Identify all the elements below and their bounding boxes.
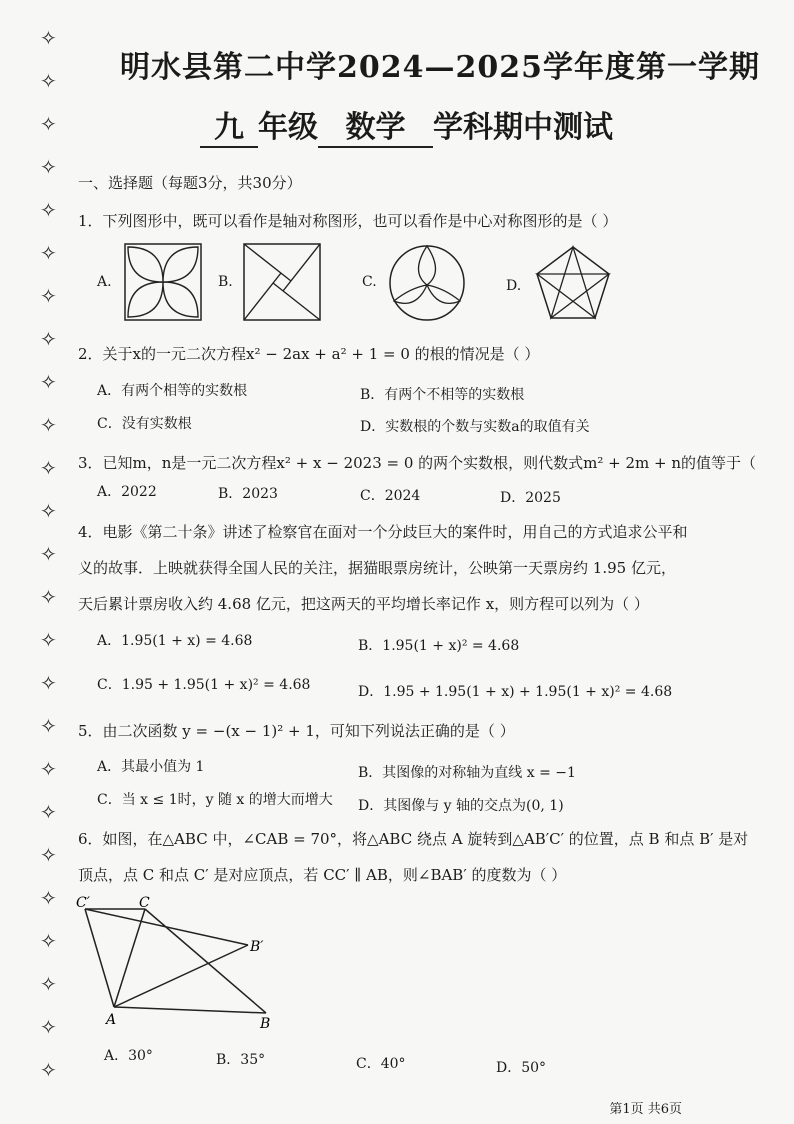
exam-subtitle <box>200 102 680 148</box>
label-b-prime: B′ <box>250 939 264 955</box>
q6-option-c: C．40° <box>356 1056 406 1072</box>
margin-mark: ✧ <box>40 542 57 566</box>
margin-mark: ✧ <box>40 370 57 394</box>
q3-option-d: D．2025 <box>500 490 561 506</box>
q4-line3: 天后累计票房收入约 4.68 亿元，把这两天的平均增长率记作 x，则方程可以列为（ ） <box>78 595 649 613</box>
q4-option-b: B．1.95(1 + x)² = 4.68 <box>358 638 520 654</box>
q1-label-c: C. <box>362 274 377 290</box>
margin-mark: ✧ <box>40 800 57 824</box>
q4-line1: 4．电影《第二十条》讲述了检察官在面对一个分歧巨大的案件时，用自己的方式追求公平和 <box>78 523 688 541</box>
subject-field: 数学 <box>318 102 433 148</box>
margin-mark: ✧ <box>40 112 57 136</box>
q2-option-b: B．有两个不相等的实数根 <box>360 387 525 403</box>
q2-option-c: C．没有实数根 <box>97 416 192 432</box>
q5-stem: 5．由二次函数 y = −(x − 1)² + 1，可知下列说法正确的是（ ） <box>78 722 515 740</box>
q3-option-c: C．2024 <box>360 488 421 504</box>
q4-option-a: A．1.95(1 + x) = 4.68 <box>97 633 253 649</box>
label-b: B <box>260 1016 271 1032</box>
grade-field: 九 <box>200 102 258 148</box>
margin-mark: ✧ <box>40 241 57 265</box>
q1-figure-b <box>243 243 321 321</box>
margin-mark: ✧ <box>40 757 57 781</box>
label-a: A <box>106 1012 117 1028</box>
q6-option-d: D．50° <box>496 1060 547 1076</box>
section-heading: 一、选择题（每题3分，共30分） <box>78 174 302 192</box>
q6-option-b: B．35° <box>216 1052 266 1068</box>
margin-mark: ✧ <box>40 1058 57 1082</box>
q5-option-a: A．其最小值为 1 <box>97 759 205 775</box>
margin-mark: ✧ <box>40 714 57 738</box>
q2-option-a: A．有两个相等的实数根 <box>97 383 248 399</box>
q1-label-b: B. <box>218 274 233 290</box>
margin-mark: ✧ <box>40 843 57 867</box>
label-c-prime: C′ <box>76 895 90 911</box>
q6-option-a: A．30° <box>104 1048 153 1064</box>
q1-figure-d <box>534 244 612 322</box>
margin-mark: ✧ <box>40 585 57 609</box>
q1-figure-c <box>388 244 466 322</box>
title-tail: 学科期中测试 <box>433 110 613 145</box>
margin-mark: ✧ <box>40 26 57 50</box>
margin-mark: ✧ <box>40 972 57 996</box>
margin-mark: ✧ <box>40 198 57 222</box>
margin-mark: ✧ <box>40 327 57 351</box>
q1-figure-a <box>124 243 202 321</box>
margin-mark: ✧ <box>40 886 57 910</box>
q3-option-b: B．2023 <box>218 486 278 502</box>
label-c: C <box>139 895 150 911</box>
exam-title: 明水县第二中学2024—2025学年度第一学期 <box>120 50 760 85</box>
q3-option-a: A．2022 <box>97 484 157 500</box>
q1-label-d: D. <box>506 278 522 294</box>
q1-stem: 1．下列图形中，既可以看作是轴对称图形，也可以看作是中心对称图形的是（ ） <box>78 212 618 230</box>
q4-option-c: C．1.95 + 1.95(1 + x)² = 4.68 <box>97 677 311 693</box>
margin-mark: ✧ <box>40 155 57 179</box>
margin-mark: ✧ <box>40 456 57 480</box>
q4-option-d: D．1.95 + 1.95(1 + x) + 1.95(1 + x)² = 4.68 <box>358 684 673 700</box>
grade-suffix: 年级 <box>258 110 318 145</box>
q2-stem: 2．关于x的一元二次方程x² − 2ax + a² + 1 = 0 的根的情况是（ ） <box>78 345 540 363</box>
q3-stem: 3．已知m，n是一元二次方程x² + x − 2023 = 0 的两个实数根，则代数式m² + 2m + n的值等于（ <box>78 454 757 472</box>
margin-mark: ✧ <box>40 284 57 308</box>
q1-label-a: A. <box>97 274 112 290</box>
q5-option-d: D．其图像与 y 轴的交点为(0, 1) <box>358 798 564 814</box>
margin-mark: ✧ <box>40 69 57 93</box>
margin-mark: ✧ <box>40 628 57 652</box>
margin-mark: ✧ <box>40 1015 57 1039</box>
q5-option-c: C．当 x ≤ 1时，y 随 x 的增大而增大 <box>97 792 333 808</box>
margin-mark: ✧ <box>40 929 57 953</box>
margin-mark: ✧ <box>40 499 57 523</box>
q4-line2: 义的故事．上映就获得全国人民的关注，据猫眼票房统计，公映第一天票房约 1.95 亿元， <box>78 559 676 577</box>
page-number: 第1页 共6页 <box>609 1102 682 1117</box>
margin-mark: ✧ <box>40 413 57 437</box>
q2-option-d: D．实数根的个数与实数a的取值有关 <box>360 419 590 435</box>
q6-line2: 顶点，点 C 和点 C′ 是对应顶点，若 CC′ ∥ AB，则∠BAB′ 的度数为（ ） <box>78 866 567 884</box>
q5-option-b: B．其图像的对称轴为直线 x = −1 <box>358 765 576 781</box>
q6-line1: 6．如图，在△ABC 中，∠CAB = 70°，将△ABC 绕点 A 旋转到△AB′C′ 的位置，点 B 和点 B′ 是对 <box>78 830 749 848</box>
q6-figure <box>70 895 290 1035</box>
margin-mark: ✧ <box>40 671 57 695</box>
